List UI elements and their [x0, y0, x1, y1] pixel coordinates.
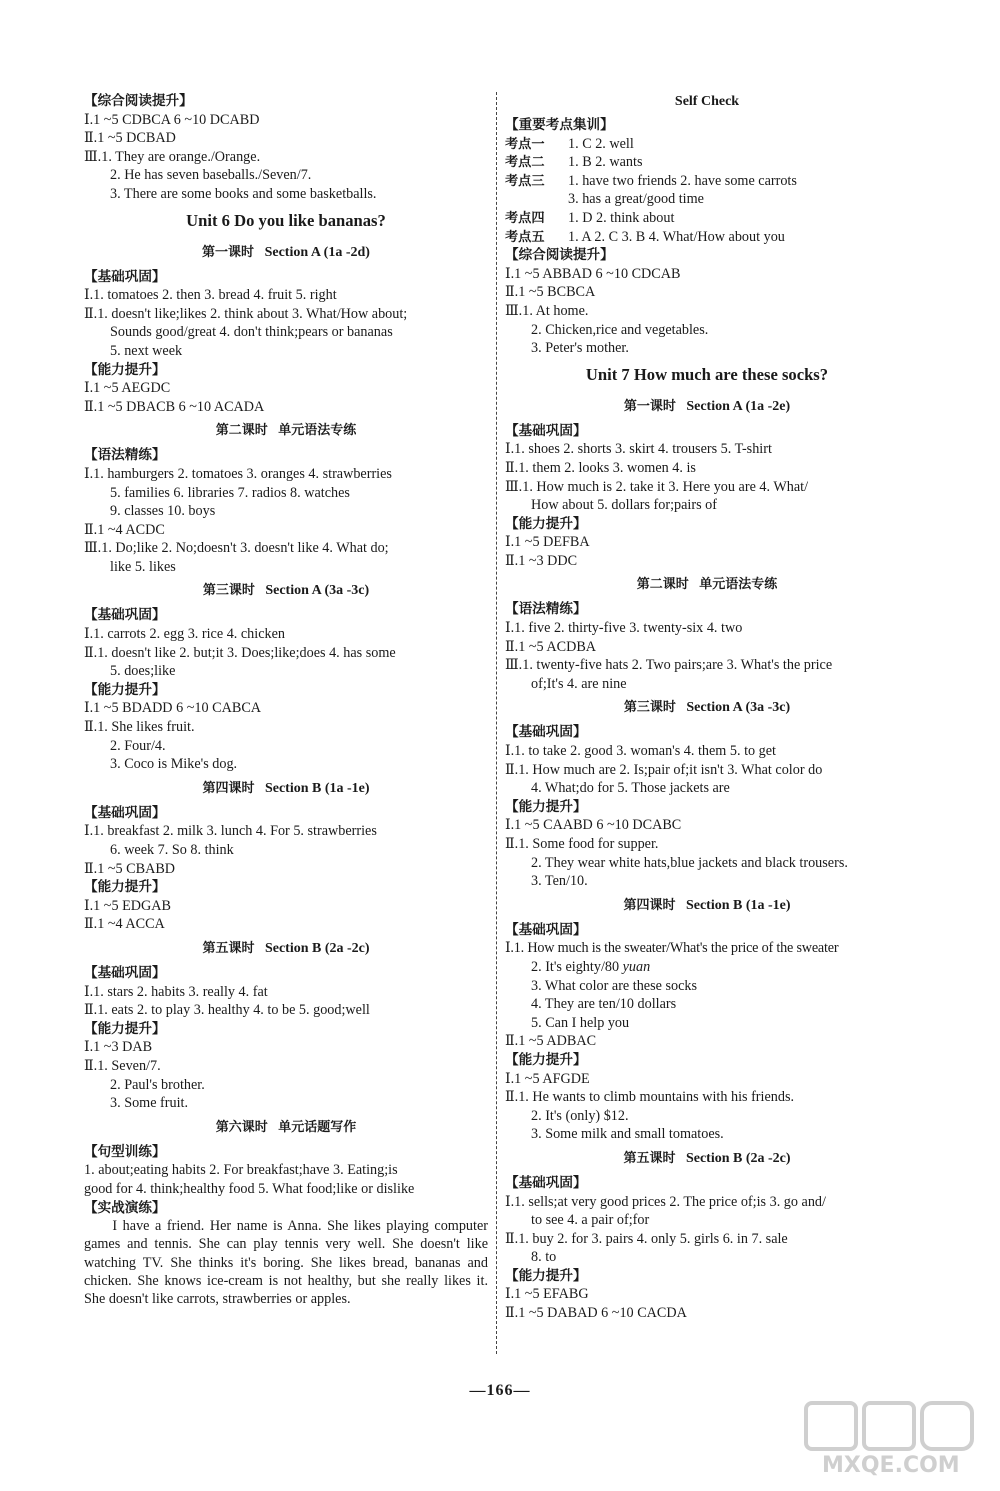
- answer-line: Ⅱ.1 ~4 ACCA: [84, 916, 165, 933]
- answer-line: 2. Paul's brother.: [110, 1076, 205, 1093]
- answer-line: 2. They wear white hats,blue jackets and black trousers.: [531, 854, 848, 871]
- lesson-number: 第六课时: [215, 1119, 268, 1135]
- answer-line: 1. about;eating habits 2. For breakfast;have 3. Eating;is: [84, 1162, 398, 1179]
- answer-line: 2. It's (only) $12.: [531, 1107, 629, 1124]
- answer-line: 3. Peter's mother.: [531, 340, 629, 357]
- answer-line: Ⅱ.1 ~3 DDC: [505, 552, 578, 569]
- answer-line: Ⅱ.1. How much are 2. Is;pair of;it isn't 3. What color do: [505, 761, 823, 778]
- section-title: 【能力提升】: [84, 361, 166, 378]
- lesson-title: [505, 392, 909, 422]
- lesson-number: 第四课时: [202, 780, 255, 796]
- section-title: 【基础巩固】: [84, 607, 166, 624]
- section-title: 【语法精练】: [505, 601, 587, 618]
- section-title: 【重要考点集训】: [505, 117, 614, 133]
- answer-line: 2. Four/4.: [110, 737, 166, 754]
- answer-line: [505, 958, 909, 977]
- key-point-label: 考点二: [505, 155, 545, 171]
- answer-line: Ⅰ.1. breakfast 2. milk 3. lunch 4. For 5. strawberries: [84, 823, 377, 840]
- lesson-title: [84, 576, 488, 606]
- answer-line: Ⅰ.1 ~5 AEGDC: [84, 380, 171, 397]
- section-title: 【能力提升】: [84, 879, 166, 896]
- lesson-section: Section A (1a -2d): [264, 244, 370, 260]
- answer-line: Ⅰ.1 ~5 DEFBA: [505, 534, 590, 551]
- answer-block: [84, 111, 488, 204]
- lesson-section: Section B (2a -2c): [264, 940, 370, 956]
- answer-line: Ⅱ.1 ~5 CBABD: [84, 860, 176, 877]
- answer-line: 3. What color are these socks: [531, 977, 697, 994]
- answer-line: 4. They are ten/10 dollars: [531, 996, 677, 1013]
- answer-line: 5. families 6. libraries 7. radios 8. watches: [110, 484, 350, 501]
- answer-line: Ⅰ.1 ~5 EDGAB: [84, 897, 171, 914]
- answer-line: Ⅰ.1. shoes 2. shorts 3. skirt 4. trousers 5. T-shirt: [505, 441, 772, 458]
- lesson-number: 第四课时: [623, 897, 676, 913]
- answer-line: Ⅲ.1. Do;like 2. No;doesn't 3. doesn't like 4. What do;: [84, 540, 389, 557]
- answer-line: Ⅰ.1. How much is the sweater/What's the price of the sweater: [505, 940, 839, 957]
- key-point-answer: 3. has a great/good time: [568, 191, 704, 208]
- section-title: 【能力提升】: [505, 1051, 587, 1068]
- unit-title: Unit 6 Do you like bananas?: [186, 210, 386, 230]
- key-point-line: [505, 153, 909, 172]
- answer-line: Ⅲ.1. At home.: [505, 302, 589, 319]
- answer-line: 6. week 7. So 8. think: [110, 842, 234, 858]
- answer-line: 5. Can I help you: [531, 1014, 630, 1031]
- answer-line: Ⅰ.1. stars 2. habits 3. really 4. fat: [84, 983, 268, 1000]
- section-title: 【综合阅读提升】: [84, 93, 193, 109]
- answer-line: to see 4. a pair of;for: [531, 1212, 650, 1229]
- left-column: [84, 92, 488, 1308]
- key-point-line: [505, 135, 909, 154]
- answer-line: Ⅰ.1. sells;at very good prices 2. The price of;is 3. go and/: [505, 1193, 826, 1210]
- answer-line: Ⅱ.1. Some food for supper.: [505, 836, 659, 852]
- self-check-title: Self Check: [674, 94, 740, 109]
- lesson-title: [505, 891, 909, 921]
- answer-line: Ⅱ.1 ~5 DCBAD: [84, 130, 176, 147]
- key-point-label: 考点三: [505, 173, 545, 189]
- answer-line: Ⅲ.1. They are orange./Orange.: [84, 148, 261, 165]
- answer-line: Ⅰ.1. to take 2. good 3. woman's 4. them 5. to get: [505, 743, 776, 760]
- lesson-section: Section A (1a -2e): [686, 398, 791, 414]
- watermark-text: MXQE.COM: [822, 1453, 960, 1478]
- answer-line: Ⅰ.1 ~5 CAABD 6 ~10 DCABC: [505, 817, 682, 834]
- page-number: —166—: [469, 1382, 531, 1399]
- answer-line: Ⅱ.1. eats 2. to play 3. healthy 4. to be 5. good;well: [84, 1002, 370, 1019]
- lesson-title: [84, 416, 488, 446]
- answer-line: 2. Chicken,rice and vegetables.: [531, 321, 709, 338]
- answer-line: Ⅰ.1 ~5 CDBCA 6 ~10 DCABD: [84, 111, 260, 128]
- key-point-line: [505, 172, 909, 191]
- lesson-title: [505, 1144, 909, 1174]
- lesson-title: [84, 1113, 488, 1143]
- watermark-logo: [796, 1399, 986, 1479]
- answer-line: Ⅰ.1. hamburgers 2. tomatoes 3. oranges 4. strawberries: [84, 465, 392, 482]
- lesson-number: 第三课时: [623, 700, 676, 716]
- answer-line: 3. Coco is Mike's dog.: [110, 756, 238, 773]
- answer-text: 2. It's eighty/80: [531, 958, 623, 975]
- section-title: 【句型训练】: [84, 1143, 166, 1160]
- section-title: 【基础巩固】: [505, 1174, 587, 1191]
- answer-line: Ⅰ.1 ~5 BDADD 6 ~10 CABCA: [84, 700, 262, 717]
- key-point-answer: 1. A 2. C 3. B 4. What/How about you: [568, 228, 785, 245]
- answer-line: Ⅱ.1 ~5 DBACB 6 ~10 ACADA: [84, 398, 265, 415]
- answer-line: 4. What;do for 5. Those jackets are: [531, 780, 730, 797]
- section-title: 【基础巩固】: [505, 724, 587, 741]
- answer-line: 3. Some fruit.: [110, 1095, 189, 1112]
- lesson-title: [505, 570, 909, 600]
- unit-title: Unit 7 How much are these socks?: [585, 364, 829, 384]
- key-point-line: [505, 190, 909, 209]
- key-point-answer: 1. D 2. think about: [568, 209, 675, 226]
- lesson-section: 单元语法专练: [699, 577, 778, 593]
- section-title: 【语法精练】: [84, 447, 166, 464]
- answer-line: Ⅱ.1. He wants to climb mountains with his friends.: [505, 1089, 795, 1106]
- column-divider: [496, 92, 497, 1354]
- answer-line: Ⅰ.1 ~5 ABBAD 6 ~10 CDCAB: [505, 265, 681, 282]
- answer-line: Ⅰ.1 ~5 EFABG: [505, 1286, 589, 1303]
- section-title: 【实战演练】: [84, 1199, 166, 1216]
- answer-line: of;It's 4. are nine: [531, 675, 627, 692]
- key-point-label: 考点一: [505, 136, 545, 152]
- key-point-answer: 1. B 2. wants: [568, 154, 643, 171]
- lesson-title: [84, 238, 488, 268]
- answer-line: 2. He has seven baseballs./Seven/7.: [110, 167, 312, 184]
- lesson-number: 第五课时: [202, 940, 255, 956]
- answer-line: Ⅱ.1. them 2. looks 3. women 4. is: [505, 459, 696, 476]
- right-column: [505, 92, 909, 1323]
- answer-line: Ⅱ.1 ~4 ACDC: [84, 521, 165, 538]
- answer-line: Ⅱ.1. doesn't like 2. but;it 3. Does;like;does 4. has some: [84, 644, 396, 661]
- lesson-section: Section A (3a -3c): [686, 700, 791, 716]
- section-title: 【能力提升】: [84, 1020, 166, 1037]
- section-title: 【能力提升】: [505, 515, 587, 532]
- section-title: 【能力提升】: [505, 798, 587, 815]
- lesson-section: Section B (2a -2c): [685, 1150, 791, 1166]
- section-title: 【基础巩固】: [505, 921, 587, 938]
- answer-line: 3. Some milk and small tomatoes.: [531, 1126, 724, 1143]
- answer-line: Ⅲ.1. How much is 2. take it 3. Here you are 4. What/: [505, 478, 809, 495]
- lesson-number: 第二课时: [215, 423, 268, 439]
- section-title: 【基础巩固】: [505, 422, 587, 439]
- answer-line: Ⅱ.1 ~5 BCBCA: [505, 284, 596, 301]
- answer-line: 5. does;like: [110, 663, 176, 680]
- answer-line: Sounds good/great 4. don't think;pears or bananas: [110, 324, 393, 341]
- lesson-title: [84, 934, 488, 964]
- answer-line: Ⅱ.1. She likes fruit.: [84, 719, 195, 736]
- answer-line: Ⅰ.1. carrots 2. egg 3. rice 4. chicken: [84, 626, 286, 643]
- section-title: 【基础巩固】: [84, 268, 166, 285]
- answer-line: Ⅱ.1. Seven/7.: [84, 1057, 161, 1074]
- section-title: 【基础巩固】: [84, 804, 166, 821]
- section-title: 【能力提升】: [505, 1267, 587, 1284]
- answer-line: 5. next week: [110, 342, 183, 359]
- answer-line: 8. to: [531, 1249, 557, 1266]
- section-title: 【综合阅读提升】: [505, 247, 614, 264]
- section-title: 【基础巩固】: [84, 964, 166, 981]
- section-title: 【能力提升】: [84, 681, 166, 698]
- answer-line: 3. Ten/10.: [531, 873, 588, 890]
- answer-line: Ⅱ.1 ~5 ADBAC: [505, 1033, 597, 1050]
- answer-line: Ⅰ.1 ~5 AFGDE: [505, 1070, 590, 1087]
- lesson-section: Section A (3a -3c): [265, 583, 370, 599]
- lesson-section: 单元话题写作: [278, 1119, 357, 1135]
- lesson-section: Section B (1a -1e): [264, 780, 370, 796]
- lesson-number: 第三课时: [202, 583, 255, 599]
- answer-line: 3. There are some books and some basketballs.: [110, 185, 377, 202]
- answer-line: Ⅱ.1. doesn't like;likes 2. think about 3. What/How about;: [84, 305, 408, 322]
- lesson-number: 第一课时: [623, 398, 676, 414]
- answer-line: Ⅲ.1. twenty-five hats 2. Two pairs;are 3. What's the price: [505, 657, 833, 674]
- answer-italic: yuan: [622, 958, 651, 975]
- lesson-title: [505, 693, 909, 723]
- answer-line: like 5. likes: [110, 558, 176, 575]
- lesson-section: Section B (1a -1e): [685, 897, 791, 913]
- lesson-section: 单元语法专练: [278, 423, 357, 439]
- answer-line: good for 4. think;healthy food 5. What food;like or dislike: [84, 1180, 415, 1197]
- answer-line: 9. classes 10. boys: [110, 503, 216, 520]
- answer-line: Ⅱ.1. buy 2. for 3. pairs 4. only 5. girls 6. in 7. sale: [505, 1230, 788, 1247]
- lesson-title: [84, 774, 488, 804]
- writing-sample: I have a friend. Her name is Anna. She likes playing computer games and tennis. She can play tennis very well. She doesn't like watching TV. She thinks it's boring. She likes bread, bananas and chicken. She knows ice-cream is not healthy, but she really likes it. She doesn't like carrots, strawberries or apples.: [84, 1218, 488, 1307]
- key-point-label: 考点五: [505, 229, 545, 245]
- key-point-line: [505, 228, 909, 247]
- answer-line: How about 5. dollars for;pairs of: [531, 497, 717, 514]
- key-point-answer: 1. C 2. well: [568, 135, 634, 152]
- answer-line: Ⅰ.1 ~3 DAB: [84, 1039, 153, 1056]
- lesson-number: 第二课时: [636, 577, 689, 593]
- answer-line: Ⅱ.1 ~5 ACDBA: [505, 638, 597, 655]
- answer-line: Ⅰ.1. tomatoes 2. then 3. bread 4. fruit 5. right: [84, 287, 337, 304]
- key-point-label: 考点四: [505, 210, 545, 226]
- answer-line: Ⅰ.1. five 2. thirty-five 3. twenty-six 4. two: [505, 620, 743, 637]
- key-point-line: [505, 209, 909, 228]
- lesson-number: 第一课时: [202, 244, 255, 260]
- key-point-answer: 1. have two friends 2. have some carrots: [568, 172, 797, 189]
- lesson-number: 第五课时: [623, 1150, 676, 1166]
- answer-line: Ⅱ.1 ~5 DABAD 6 ~10 CACDA: [505, 1305, 687, 1322]
